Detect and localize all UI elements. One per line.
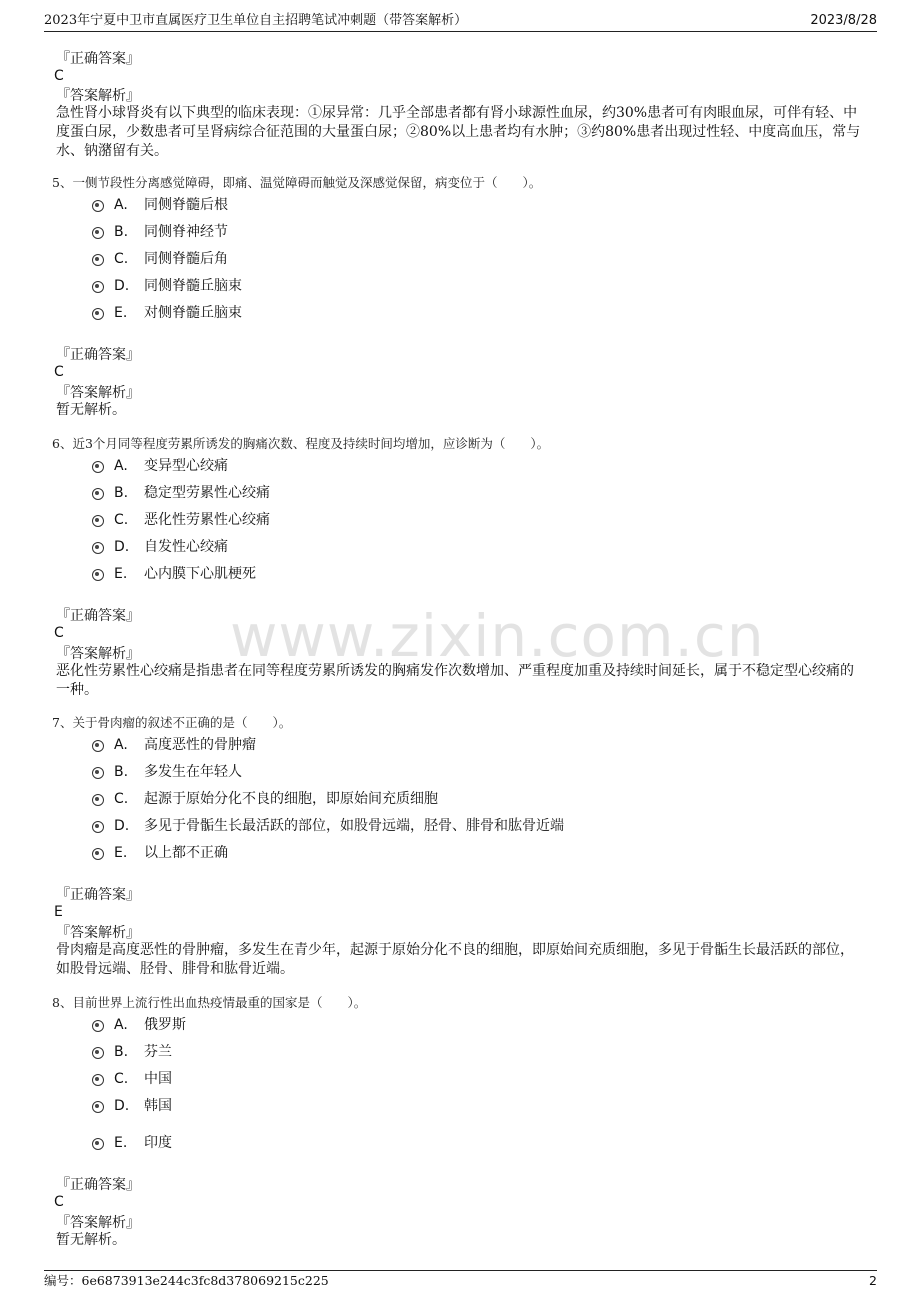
radio-button[interactable] (92, 1138, 104, 1150)
page-footer (44, 1270, 877, 1289)
radio-button[interactable] (92, 767, 104, 779)
answer-value: E (54, 904, 63, 920)
analysis-label: 『答案解析』 (56, 385, 140, 401)
correct-answer-label: 『正确答案』 (56, 51, 140, 67)
correct-answer-label: 『正确答案』 (56, 1177, 140, 1193)
correct-answer-label: 『正确答案』 (56, 608, 140, 624)
analysis-text: 暂无解析。 (56, 1232, 126, 1248)
answer-value: C (54, 625, 64, 641)
radio-button[interactable] (92, 848, 104, 860)
watermark: www.zixin.com.cn (230, 602, 765, 670)
radio-button[interactable] (92, 569, 104, 581)
radio-button[interactable] (92, 461, 104, 473)
document-code: 编号：6e6873913e244c3fc8d378069215c225 (44, 1273, 329, 1288)
radio-button[interactable] (92, 254, 104, 266)
analysis-label: 『答案解析』 (56, 1215, 140, 1231)
answer-value: C (54, 68, 64, 84)
question-8: 8、目前世界上流行性出血热疫情最重的国家是（ ）。 (52, 995, 367, 1010)
correct-answer-label: 『正确答案』 (56, 887, 140, 903)
analysis-label: 『答案解析』 (56, 925, 140, 941)
analysis-text: 骨肉瘤是高度恶性的骨肿瘤，多发生在青少年，起源于原始分化不良的细胞，即原始间充质细胞，多见于骨骺生长最活跃的部位，如股骨远端、胫骨、腓骨和肱骨近端。 (56, 942, 854, 977)
correct-answer-label: 『正确答案』 (56, 347, 140, 363)
radio-button[interactable] (92, 308, 104, 320)
radio-button[interactable] (92, 200, 104, 212)
radio-button[interactable] (92, 488, 104, 500)
analysis-label: 『答案解析』 (56, 88, 140, 104)
answer-value: C (54, 364, 64, 380)
radio-button[interactable] (92, 821, 104, 833)
answer-value: C (54, 1194, 64, 1210)
analysis-text: 暂无解析。 (56, 402, 126, 418)
question-5: 5、一侧节段性分离感觉障碍，即痛、温觉障碍而触觉及深感觉保留，病变位于（ ）。 (52, 175, 542, 190)
radio-button[interactable] (92, 794, 104, 806)
radio-button[interactable] (92, 542, 104, 554)
page-number: 2 (869, 1273, 877, 1288)
analysis-text: 急性肾小球肾炎有以下典型的临床表现：①尿异常：几乎全部患者都有肾小球源性血尿，约30%患者可有肉眼血尿，可伴有轻、中度蛋白尿，少数患者可呈肾病综合征范围的大量蛋白尿；②80%以上患者均有水肿；③约80%患者出现过性轻、中度高血压，常与水、钠潴留有关。 (56, 105, 861, 159)
radio-button[interactable] (92, 515, 104, 527)
question-7: 7、关于骨肉瘤的叙述不正确的是（ ）。 (52, 715, 292, 730)
document-body: 『正确答案』 C 『答案解析』 急性肾小球肾炎有以下典型的临床表现：①尿异常：几乎全部患者都有肾小球源性血尿，约30%患者可有肉眼血尿，可伴有轻、中度蛋白尿，少数患者可呈肾病综合征范围的大量蛋白尿；②80%以上患者均有水肿；③约80%患者出现过性轻、中度高血压，常与水、钠潴留有关。 5、一侧节段性分离感觉障碍，即痛、温觉障碍而触觉及深感觉保留，病变位于（ ）。 A. 同侧脊髓后根 B. 同侧脊神经节 C. 同侧脊髓后角 D. 同侧脊髓丘脑束 E. 对侧脊髓丘脑束 『正确答案』 C 『答案解析』 暂无解析。 6、近3个月同等程度劳累所诱发的胸痛次数、程度及持续时间均增加，应诊断为（ ）。 A. 变异型心绞痛 B. 稳定型劳累性心绞痛 C. 恶化性劳累性心绞痛 D. 自发性心绞痛 E. 心内膜下心肌梗死 『正确答案』 C 『答案解析』 恶化性劳累性心绞痛是指患者在同等程度劳累所诱发的胸痛发作次数增加、严重程度加重及持续时间延长，属于不稳定型心绞痛的一种。 7、关于骨肉瘤的叙述不正确的是（ ）。 A. 高度恶性的骨肿瘤 B. 多发生在年轻人 C. 起源于原始分化不良的细胞，即原始间充质细胞 D. 多见于骨骺生长最活跃的部位，如股骨远端，胫骨、腓骨和肱骨近端 E. 以上都不正确 『正确答案』 E 『答案解析』 骨肉瘤是高度恶性的骨肿瘤，多发生在青少年，起源于原始分化不良的细胞，即原始间充质细胞，多见于骨骺生长最活跃的部位，如股骨远端、胫骨、腓骨和肱骨近端。 8、目前世界上流行性出血热疫情最重的国家是（ ）。 A. 俄罗斯 B. 芬兰 C. 中国 D. 韩国 E. 印度 『正确答案』 C 『答案解析』 暂无解析。 (52, 51, 861, 1248)
radio-button[interactable] (92, 227, 104, 239)
document-title: 2023年宁夏中卫市直属医疗卫生单位自主招聘笔试冲刺题（带答案解析） (44, 13, 468, 28)
radio-button[interactable] (92, 1101, 104, 1113)
radio-button[interactable] (92, 1047, 104, 1059)
radio-button[interactable] (92, 281, 104, 293)
radio-button[interactable] (92, 740, 104, 752)
document-date: 2023/8/28 (810, 13, 877, 28)
question-6: 6、近3个月同等程度劳累所诱发的胸痛次数、程度及持续时间均增加，应诊断为（ ）。 (52, 436, 550, 451)
radio-button[interactable] (92, 1074, 104, 1086)
radio-button[interactable] (92, 1020, 104, 1032)
analysis-label: 『答案解析』 (56, 646, 140, 662)
analysis-text: 恶化性劳累性心绞痛是指患者在同等程度劳累所诱发的胸痛发作次数增加、严重程度加重及持续时间延长，属于不稳定型心绞痛的一种。 (56, 663, 854, 698)
